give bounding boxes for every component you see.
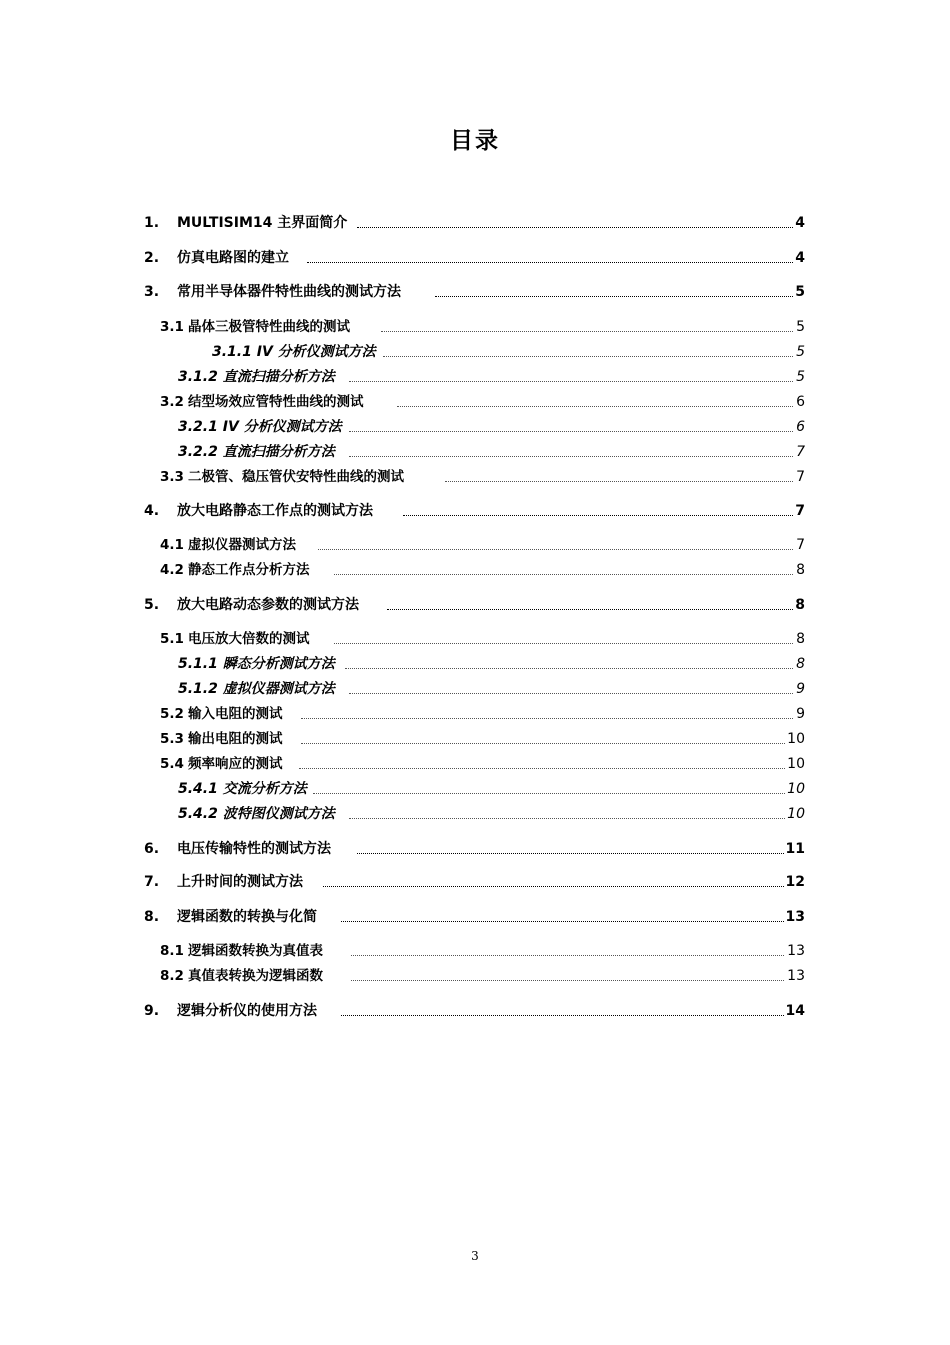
leader-dots — [397, 400, 793, 407]
toc-entry-5-1-2[interactable] — [0, 679, 950, 701]
toc-entry-number: 3. — [144, 284, 160, 300]
toc-entry-page: 13 — [785, 909, 805, 925]
toc-entry-label: 结型场效应管特性曲线的测试 — [188, 394, 364, 410]
toc-entry-page: 11 — [785, 841, 805, 857]
toc-entry-4-2[interactable] — [0, 560, 950, 582]
toc-entry-number: 5.4 — [160, 756, 184, 772]
toc-entry-6[interactable] — [0, 839, 950, 861]
toc-entry-3-2[interactable] — [0, 392, 950, 414]
leader-dots — [383, 350, 793, 357]
toc-entry-number: 1. — [144, 215, 160, 231]
toc-entry-label: 晶体三极管特性曲线的测试 — [188, 319, 350, 335]
toc-entry-page: 7 — [796, 537, 805, 553]
toc-entry-label: 3.2.1 IV 分析仪测试方法 — [178, 419, 342, 435]
leader-dots — [341, 915, 784, 922]
toc-entry-8-2[interactable] — [0, 966, 950, 988]
toc-entry-label: 3.2.2 直流扫描分析方法 — [178, 444, 335, 460]
toc-entry-3-1-1[interactable] — [0, 342, 950, 364]
toc-entry-number: 3.3 — [160, 469, 184, 485]
toc-entry-label: 5.4.2 波特图仪测试方法 — [178, 806, 335, 822]
leader-dots — [349, 375, 793, 382]
toc-entry-number: 8.2 — [160, 968, 184, 984]
toc-entry-number: 5. — [144, 597, 160, 613]
toc-entry-page: 10 — [787, 756, 805, 772]
toc-entry-page: 7 — [796, 469, 805, 485]
toc-entry-label: 5.1.2 虚拟仪器测试方法 — [178, 681, 335, 697]
toc-entry-number: 6. — [144, 841, 160, 857]
toc-entry-number: 9. — [144, 1003, 160, 1019]
leader-dots — [387, 603, 793, 610]
toc-entry-3[interactable] — [0, 282, 950, 304]
toc-entry-page: 9 — [796, 681, 805, 697]
toc-entry-page: 9 — [796, 706, 805, 722]
toc-entry-label: 仿真电路图的建立 — [177, 250, 289, 266]
toc-entry-label: 5.4.1 交流分析方法 — [178, 781, 307, 797]
leader-dots — [301, 712, 793, 719]
leader-dots — [403, 509, 793, 516]
leader-dots — [349, 425, 793, 432]
toc-entry-3-2-2[interactable] — [0, 442, 950, 464]
toc-entry-page: 4 — [795, 250, 805, 266]
toc-entry-number: 2. — [144, 250, 160, 266]
toc-entry-page: 7 — [795, 503, 805, 519]
toc-entry-9[interactable] — [0, 1001, 950, 1023]
toc-entry-5[interactable] — [0, 595, 950, 617]
toc-entry-label: 逻辑函数转换为真值表 — [188, 943, 323, 959]
toc-entry-label: 电压放大倍数的测试 — [188, 631, 310, 647]
leader-dots — [307, 256, 793, 263]
toc-entry-5-4[interactable] — [0, 754, 950, 776]
leader-dots — [357, 221, 793, 228]
toc-entry-page: 5 — [796, 369, 805, 385]
leader-dots — [435, 290, 793, 297]
toc-entry-number: 3.2 — [160, 394, 184, 410]
toc-entry-page: 10 — [787, 731, 805, 747]
toc-entry-page: 7 — [796, 444, 805, 460]
toc-entry-5-2[interactable] — [0, 704, 950, 726]
toc-entry-number: 8. — [144, 909, 160, 925]
toc-entry-5-1[interactable] — [0, 629, 950, 651]
leader-dots — [349, 812, 785, 819]
toc-entry-page: 14 — [785, 1003, 805, 1019]
toc-entry-3-1-2[interactable] — [0, 367, 950, 389]
toc-entry-3-2-1[interactable] — [0, 417, 950, 439]
toc-entry-number: 5.1 — [160, 631, 184, 647]
toc-entry-label: 电压传输特性的测试方法 — [177, 841, 331, 857]
leader-dots — [334, 568, 793, 575]
toc-entry-number: 7. — [144, 874, 160, 890]
toc-entry-page: 8 — [796, 562, 805, 578]
toc-title: 目录 — [450, 128, 500, 154]
toc-entry-4[interactable] — [0, 501, 950, 523]
toc-entry-number: 8.1 — [160, 943, 184, 959]
toc-entry-5-3[interactable] — [0, 729, 950, 751]
toc-entry-page: 10 — [787, 781, 805, 797]
toc-entry-label: 放大电路动态参数的测试方法 — [177, 597, 359, 613]
toc-entry-page: 5 — [796, 319, 805, 335]
leader-dots — [357, 847, 784, 854]
toc-entry-number: 4. — [144, 503, 160, 519]
leader-dots — [445, 475, 793, 482]
toc-entry-label: 3.1.2 直流扫描分析方法 — [178, 369, 335, 385]
toc-entry-label: 输入电阻的测试 — [188, 706, 283, 722]
toc-entry-8[interactable] — [0, 907, 950, 929]
leader-dots — [334, 637, 793, 644]
leader-dots — [318, 543, 793, 550]
toc-entry-label: 逻辑分析仪的使用方法 — [177, 1003, 317, 1019]
toc-entry-label: 虚拟仪器测试方法 — [188, 537, 296, 553]
toc-entry-5-1-1[interactable] — [0, 654, 950, 676]
toc-entry-page: 13 — [787, 943, 805, 959]
toc-entry-label: 输出电阻的测试 — [188, 731, 283, 747]
toc-entry-page: 8 — [796, 631, 805, 647]
toc-entry-label: 5.1.1 瞬态分析测试方法 — [178, 656, 335, 672]
leader-dots — [301, 737, 785, 744]
toc-entry-label: 静态工作点分析方法 — [188, 562, 310, 578]
leader-dots — [323, 880, 784, 887]
toc-entry-page: 13 — [787, 968, 805, 984]
toc-entry-page: 4 — [795, 215, 805, 231]
toc-entry-number: 4.1 — [160, 537, 184, 553]
toc-entry-page: 6 — [796, 394, 805, 410]
leader-dots — [351, 974, 784, 981]
toc-entry-page: 10 — [787, 806, 805, 822]
toc-entry-number: 3.1 — [160, 319, 184, 335]
page-number: 3 — [471, 1249, 479, 1263]
toc-entry-1[interactable] — [0, 213, 950, 235]
toc-entry-label: 常用半导体器件特性曲线的测试方法 — [177, 284, 401, 300]
toc-entry-5-4-1[interactable] — [0, 779, 950, 801]
toc-entry-7[interactable] — [0, 872, 950, 894]
leader-dots — [345, 662, 793, 669]
toc-entry-page: 6 — [796, 419, 805, 435]
toc-entry-2[interactable] — [0, 248, 950, 270]
toc-entry-5-4-2[interactable] — [0, 804, 950, 826]
leader-dots — [349, 450, 793, 457]
toc-entry-page: 8 — [795, 597, 805, 613]
toc-entry-label: 二极管、稳压管伏安特性曲线的测试 — [188, 469, 404, 485]
toc-entry-label: 3.1.1 IV 分析仪测试方法 — [212, 344, 376, 360]
toc-entry-number: 5.3 — [160, 731, 184, 747]
toc-entry-number: 4.2 — [160, 562, 184, 578]
toc-entry-4-1[interactable] — [0, 535, 950, 557]
toc-entry-label: 真值表转换为逻辑函数 — [188, 968, 323, 984]
toc-entry-label: MULTISIM14 主界面简介 — [177, 215, 348, 231]
leader-dots — [341, 1009, 784, 1016]
toc-entry-label: 逻辑函数的转换与化简 — [177, 909, 317, 925]
toc-entry-page: 8 — [796, 656, 805, 672]
leader-dots — [351, 949, 784, 956]
toc-entry-number: 5.2 — [160, 706, 184, 722]
toc-entry-3-3[interactable] — [0, 467, 950, 489]
toc-entry-3-1[interactable] — [0, 317, 950, 339]
toc-entry-label: 频率响应的测试 — [188, 756, 283, 772]
toc-entry-label: 放大电路静态工作点的测试方法 — [177, 503, 373, 519]
leader-dots — [299, 762, 785, 769]
toc-entry-label: 上升时间的测试方法 — [177, 874, 303, 890]
toc-entry-page: 12 — [785, 874, 805, 890]
toc-entry-page: 5 — [796, 344, 805, 360]
leader-dots — [313, 787, 785, 794]
toc-entry-8-1[interactable] — [0, 941, 950, 963]
toc-entry-page: 5 — [795, 284, 805, 300]
leader-dots — [381, 325, 793, 332]
leader-dots — [349, 687, 793, 694]
